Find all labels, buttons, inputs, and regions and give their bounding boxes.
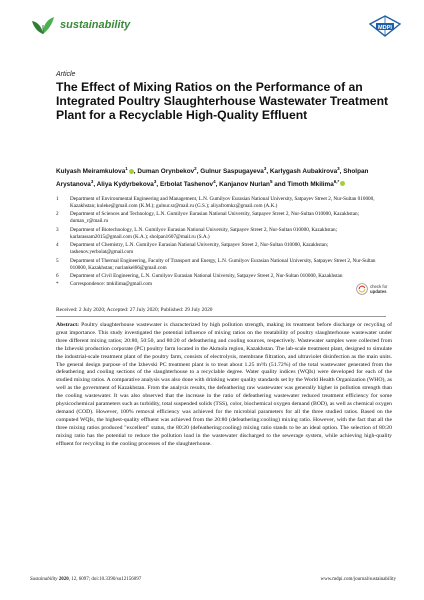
author-name: Erbolat Tashenov <box>159 180 214 188</box>
author <box>219 178 288 188</box>
author-separator: , <box>133 168 138 176</box>
affiliation-number: * <box>56 281 59 288</box>
author-name: Duman Orynbekov <box>137 168 195 176</box>
author-affiliation-number: 3 <box>263 166 267 171</box>
author-affiliation-number: 3 <box>337 166 340 171</box>
check-for-updates-badge[interactable] <box>356 283 387 295</box>
publication-dates: Received: 2 July 2020; Accepted: 27 July 2020; Published: 29 July 2020 <box>56 307 213 313</box>
author-name: Kanjanov Nurlan <box>219 180 270 188</box>
update-badge-icon <box>356 283 368 295</box>
author-list <box>56 164 376 189</box>
author-name: Aliya Kydyrbekova <box>96 180 154 188</box>
author-name: Gulnur Saspugayeva <box>200 168 264 176</box>
author-separator: , <box>196 168 201 176</box>
author-affiliation-number: 3 <box>153 178 157 184</box>
affiliation-item <box>56 281 386 288</box>
article-type: Article <box>56 71 76 78</box>
affiliation-item <box>56 227 386 241</box>
author <box>200 168 270 175</box>
author-affiliation-number: 4 <box>213 178 216 184</box>
author-separator: , <box>156 180 160 188</box>
mdpi-logo-mark <box>368 14 402 38</box>
leaf-icon <box>30 14 56 36</box>
affiliation-number: 3 <box>56 226 59 233</box>
affiliation-number: 6 <box>56 272 59 279</box>
journal-logo[interactable] <box>30 14 130 36</box>
author-separator: , <box>339 168 344 176</box>
svg-text:MDPI: MDPI <box>378 25 392 31</box>
page-footer <box>30 577 396 582</box>
affiliation-item <box>56 258 386 272</box>
author <box>56 168 137 175</box>
author-separator: and <box>272 180 288 188</box>
affiliation-text: Department of Sciences and Technology, L.N. Gumilyov Eurasian National University, Satpayev Street 2, Nur-Sultan 010000, Kazakhstan; duman_r@mail.ru <box>70 211 360 225</box>
author-separator: , <box>215 180 220 188</box>
author <box>287 178 345 188</box>
affiliation-item <box>56 273 386 280</box>
author-name: Kulyash Meiramkulova <box>56 168 126 176</box>
author-affiliation-number: 5 <box>269 178 273 184</box>
affiliation-item <box>56 211 386 225</box>
citation: Sustainability 2020, 12, 6097; doi:10.3390/su12156097 <box>30 577 142 582</box>
author-affiliation-number: 3 <box>90 178 94 184</box>
author-separator: , <box>266 168 270 176</box>
affiliation-number: 4 <box>56 242 59 249</box>
affiliation-number: 2 <box>56 211 59 218</box>
author-separator: , <box>93 180 97 188</box>
journal-name: sustainability <box>60 19 131 31</box>
author <box>137 168 200 175</box>
section-divider <box>56 316 386 317</box>
affiliation-text: Department of Environmental Engineering and Management, L.N. Gumilyov Eurasian National University, Satpayev Street 2, Nur-Sultan 010000, Kazakhstan; kuleke@gmail.com (K.M.); gulnur.sr@mail.ru (G.S.); aliyafromkz@gmail.com (A.K.) <box>70 196 375 210</box>
abstract <box>56 322 392 449</box>
affiliation-text: Correspondence: tmkilima@gmail.com <box>70 281 152 288</box>
check-for-updates-text: check for updates <box>370 284 388 294</box>
author <box>159 178 220 188</box>
author-affiliation-number: 1 <box>125 166 128 171</box>
paper-title: The Effect of Mixing Ratios on the Performance of an Integrated Poultry Slaughterhouse Wastewater Treatment Plant for a Recyclable High-Quality Effluent <box>56 80 389 122</box>
author-name: Timoth Mkilima <box>287 180 334 188</box>
affiliation-text: Department of Chemistry, L.N. Gumilyov Eurasian National University, Satpayev Street 2, Nur-Sultan 010000, Kazakhstan; tashenov.yerbolat@gmail.com <box>70 242 329 256</box>
mdpi-logo[interactable] <box>368 14 402 43</box>
author <box>270 168 343 175</box>
affiliation-item <box>56 196 386 210</box>
author-name: Karlygash Aubakirova <box>269 168 338 176</box>
orcid-icon[interactable] <box>340 181 345 186</box>
affiliation-number: 5 <box>56 257 59 264</box>
affiliation-text: Department of Civil Engineering, L.N. Gumilyov Eurasian National University, Satpayev Street 2, Nur-Sultan 010000, Kazakhstan <box>70 272 343 279</box>
journal-website-link[interactable]: www.mdpi.com/journal/sustainability <box>320 577 396 582</box>
abstract-label: Abstract: <box>56 322 80 328</box>
affiliation-number: 1 <box>56 196 59 202</box>
page-header <box>30 6 402 46</box>
author-affiliation-number: 6,* <box>333 178 340 184</box>
affiliation-text: Department of Thermal Engineering, Faculty of Transport and Energy, L.N. Gumilyov Eurasian National University, Satpayev Street 2, Nur-Sultan 010000, Kazakhstan; nurlankel66@gmail.com <box>70 257 376 271</box>
author <box>96 178 160 188</box>
author-name: Sholpan Arystanova <box>56 168 369 188</box>
affiliation-text: Department of Biotechnology, L.N. Gumilyov Eurasian National University, Satpayev Street 2, Nur-Sultan 010000, Kazakhstan; karlarassam2015@gmail.com (K.A.); sholpan1607@mail.ru (S.A.) <box>70 226 338 240</box>
author-affiliation-number: 2 <box>194 166 197 171</box>
abstract-text: Poultry slaughterhouse wastewater is characterized by high pollution strength, making its treatment before discharge or recycling of great importance. This study investigated the potential influence of mixing ratios on the treatability of poultry slaughterhouse wastewater under three different mixing ratios; 20:80, 50:50, and 80:20 of defeathering and cooling sources, respectively. Wastewater samples were collected from the Izhevski production corporate (PC) poultry farm located in the Akmola region, Kazakhstan. The lab-scale treatment plant, designed to simulate the industrial-scale treatment plant of the poultry farm, consists of electrolysis, membrane filtration, and ultraviolet disinfection as the main units. The general design purpose of the Izhevski PC treatment plant is to treat about 1.25 m³/h (51.72%) of the total wastewater generated from the defeathering and cooling sections of the slaughterhouse to a recyclable degree. Water quality indices (WQIs) were developed for each of the studied mixing ratios. A comparative analysis was also done with drinking water quality standards set by the World Health Organization (WHO), as well as the government of Kazakhstan. From the analysis results, the defeathering raw wastewater was generally higher in pollution strength than the cooling wastewater. It was also observed that the increase in the ratio of defeathering wastewater reduced treatment efficiency for some physicochemical parameters such as turbidity, total suspended solids (TSS), color, biochemical oxygen demand (BOD), as well as chemical oxygen demand (COD). However, 100% removal efficiency was achieved for the microbial parameters for all the three studied ratios. Based on the computed WQIs, the highest-quality effluent was achieved from the 20:80 (defeathering:cooling) mixing ratio. However, with the fact that all the three mixing ratios produced "excellent" status, the 80:20 (defeathering:cooling) mixing ratio stands to be an ideal option. The selection of 80:20 mixing ratio has the potential to reduce the pollution load in the wastewater discharged to the sewerage system, while achieving high-quality effluent for recycling in the cooling processes of the slaughterhouse. <box>56 322 392 447</box>
affiliation-item <box>56 242 386 256</box>
affiliation-list <box>56 196 386 289</box>
